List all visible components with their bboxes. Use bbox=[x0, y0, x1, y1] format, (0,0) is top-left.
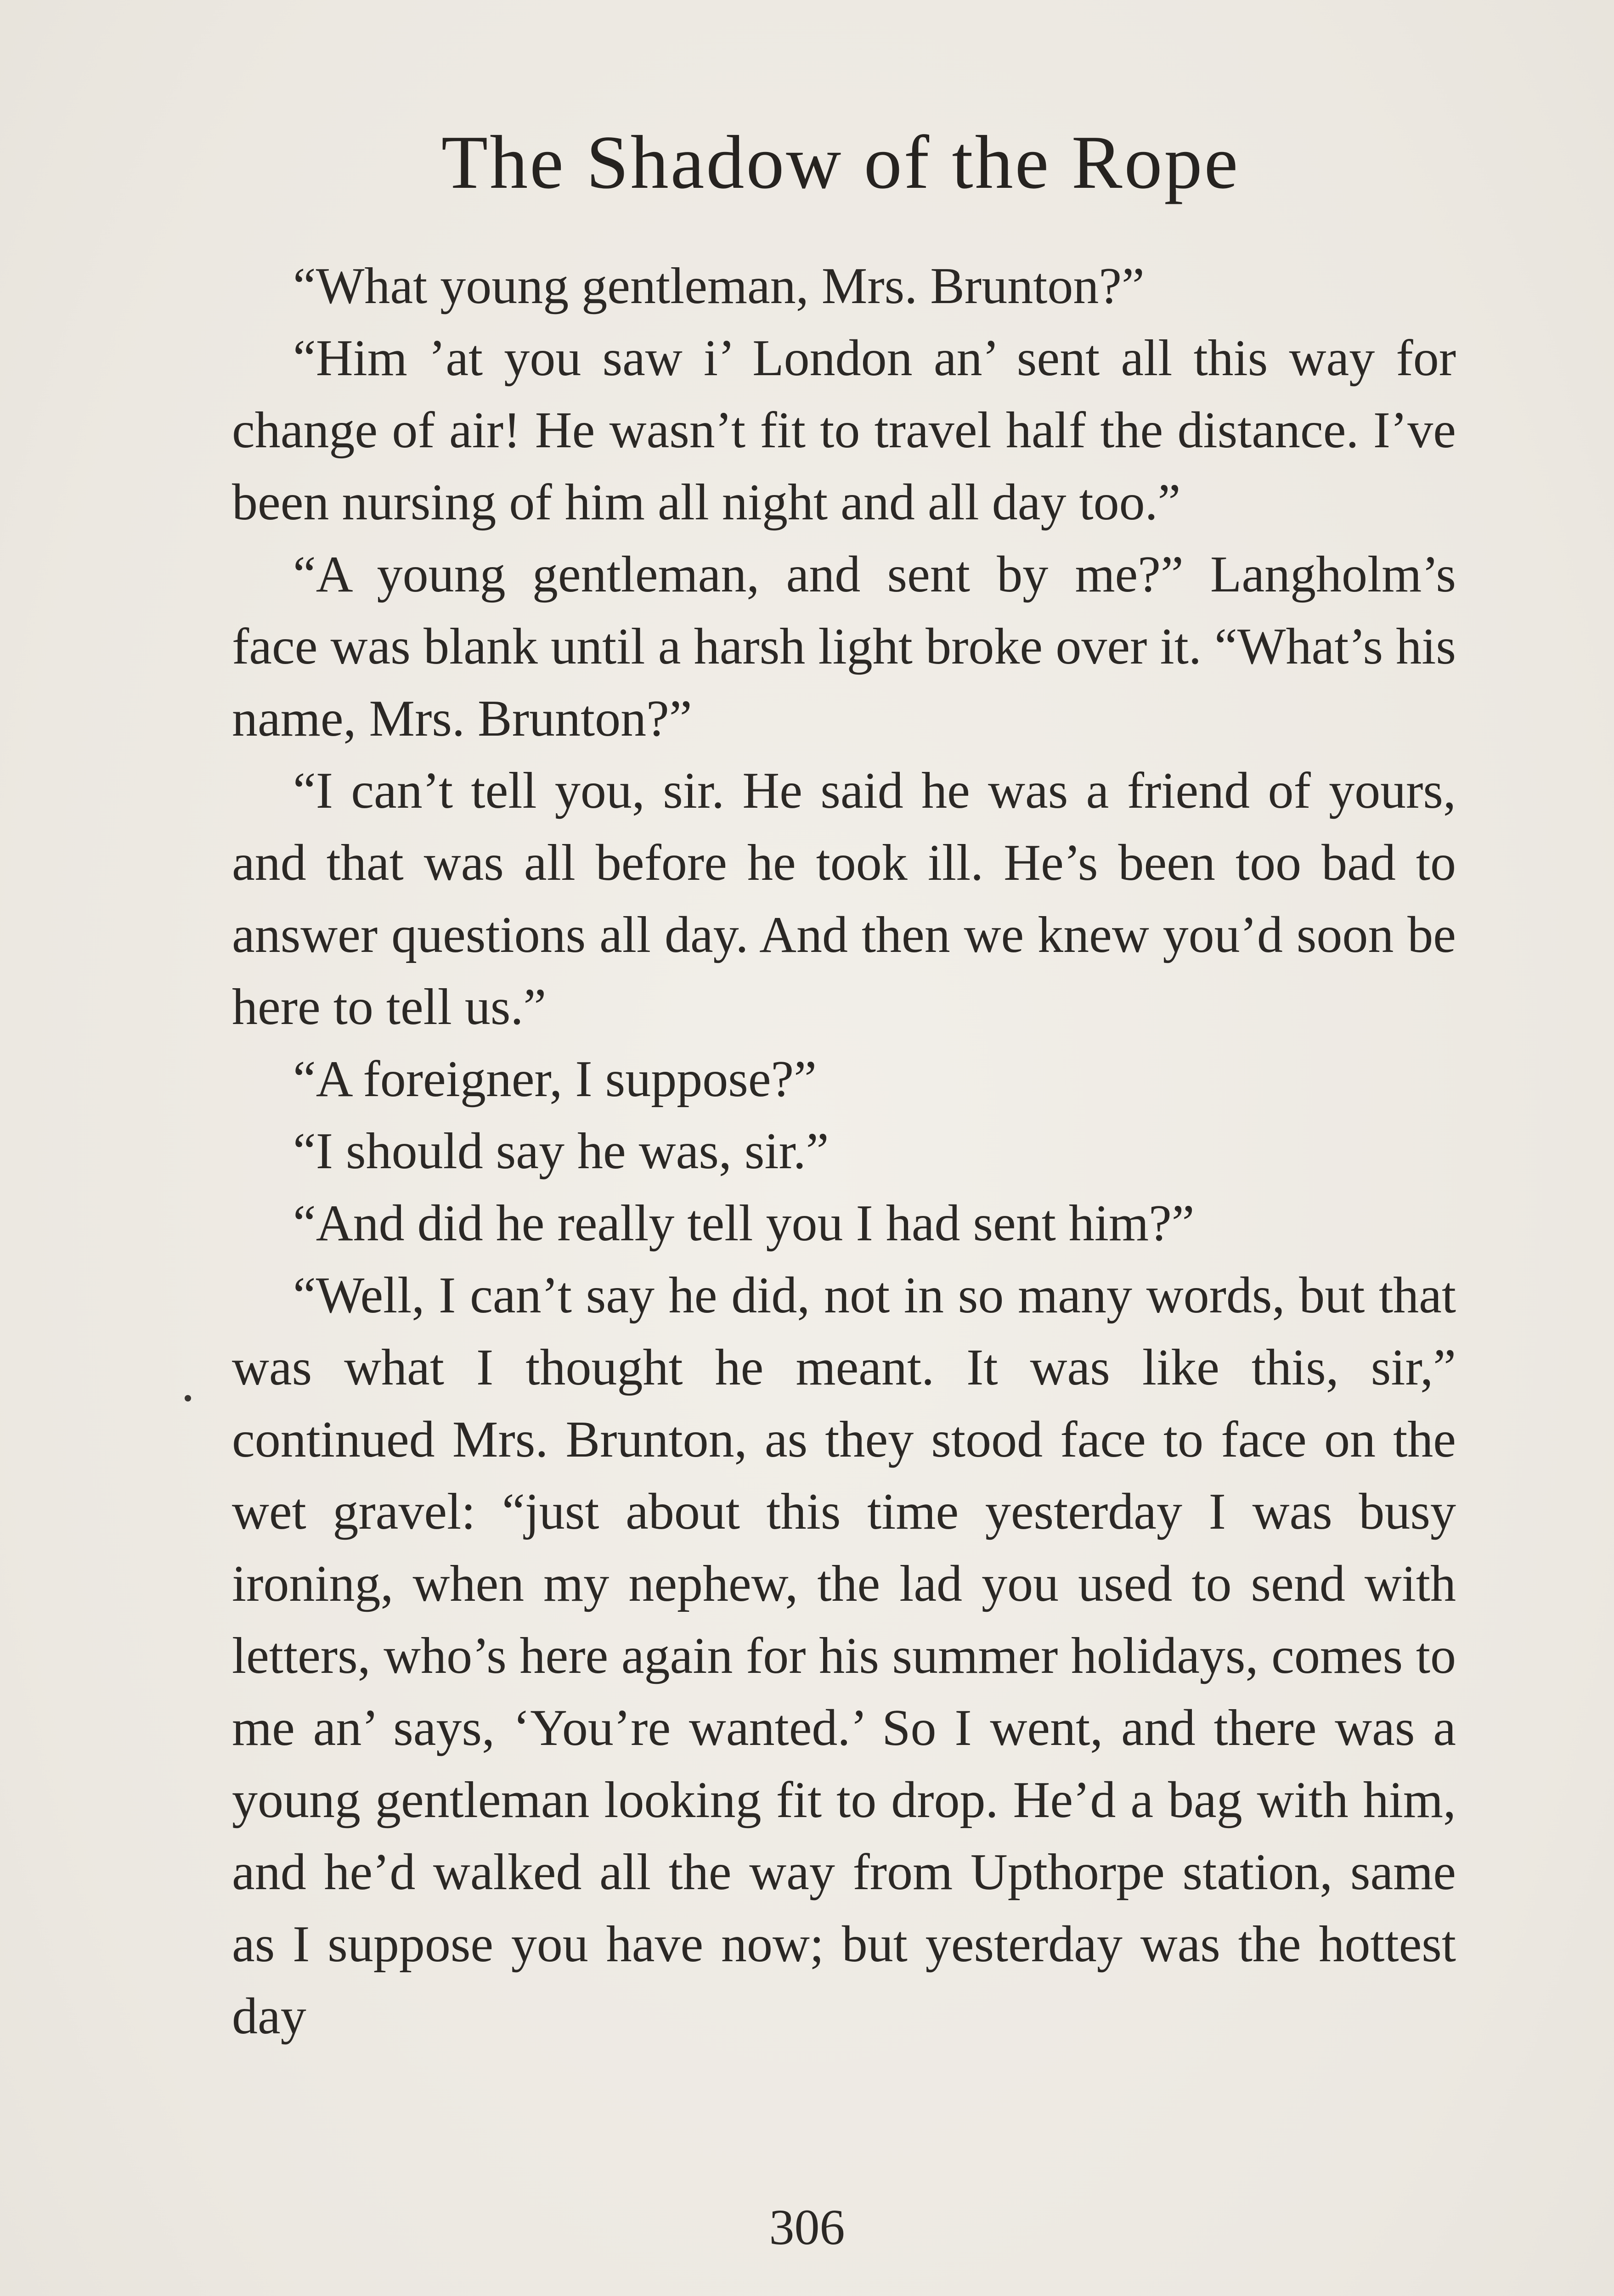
page-number: 306 bbox=[769, 2199, 845, 2255]
paragraph-3: “A young gentleman, and sent by me?” Langholm’s face was blank until a harsh light broke over it. “What’s his name, Mrs. Brunton?” bbox=[232, 546, 1456, 747]
paragraph-5: “A foreigner, I suppose?” bbox=[293, 1051, 817, 1108]
paragraph-7: “And did he really tell you I had sent him?” bbox=[293, 1195, 1195, 1252]
body-text bbox=[232, 250, 1456, 2053]
ink-speck bbox=[185, 1395, 191, 1401]
paragraph-2: “Him ’at you saw i’ London an’ sent all this way for change of air! He wasn’t fit to travel half the distance. I’ve been nursing of him all night and all day too.” bbox=[232, 330, 1456, 531]
paragraph-8: “Well, I can’t say he did, not in so many words, but that was what I thought he meant. It was like this, sir,” continued Mrs. Brunton, as they stood face to face on the wet gravel: “just about this time yesterday I was busy ironing, when my nephew, the lad you used to send with letters, who’s here again for his summer holidays, comes to me an’ says, ‘You’re wanted.’ So I went, and there was a young gentleman looking fit to drop. He’d a bag with him, and he’d walked all the way from Upthorpe station, same as I suppose you have now; but yesterday was the hottest day bbox=[232, 1267, 1456, 2045]
paragraph-4: “I can’t tell you, sir. He said he was a friend of yours, and that was all before he took ill. He’s been too bad to answer questions all day. And then we knew you’d soon be here to tell us.” bbox=[232, 762, 1456, 1035]
running-title: The Shadow of the Rope bbox=[441, 120, 1240, 204]
paragraph-1: “What young gentleman, Mrs. Brunton?” bbox=[293, 258, 1145, 315]
paragraph-6: “I should say he was, sir.” bbox=[293, 1123, 829, 1180]
